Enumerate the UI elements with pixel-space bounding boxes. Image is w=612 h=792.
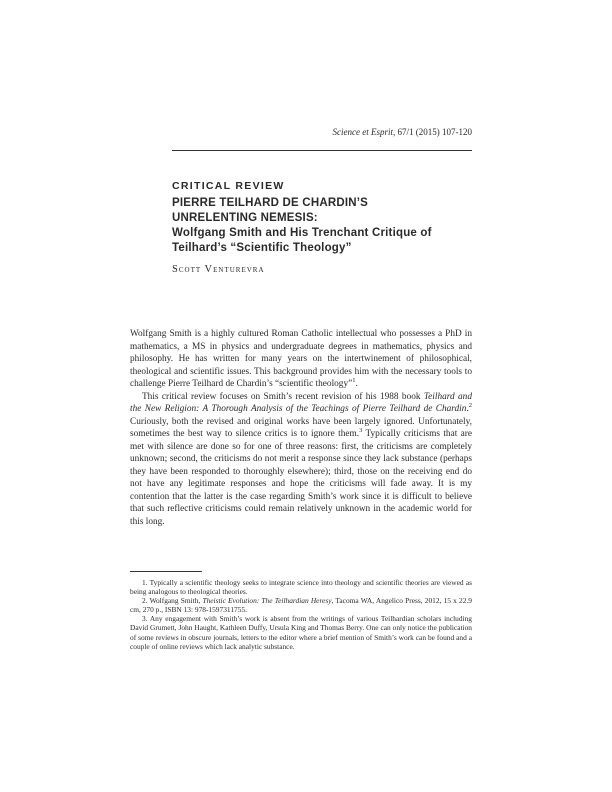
footnote-3: 3. Any engagement with Smith’s work is absent from the writings of various Teilhardian scholars including David Grumett, John Haught, Kathleen Duffy, Ursula King and Thomas Berry. One can only notice the publication of some reviews in obscure journals, letters to the editor where a brief mention of Smith’s work can be found and a couple of online reviews which lack analytic substance. <box>130 614 472 651</box>
title-line-3: Wolfgang Smith and His Trenchant Critique of <box>172 227 432 239</box>
footnote-2 <box>130 596 472 614</box>
paragraph-2-text-d: Typically criticisms that are met with silence are done so for one of three reasons: first, the criticisms are completely unknown; second, the criticisms do not merit a response since they lack substance (perhaps they have been responded to thoroughly elsewhere); third, those on the receiving end do not have any legitimate responses and hope the criticisms will fade away. It is my contention that the latter is the case regarding Smith’s work since it is difficult to believe that such reflective criticisms could remain relatively unknown in the academic world for this long. <box>130 429 473 527</box>
journal-name: Science et Esprit <box>332 127 393 137</box>
article-title <box>172 196 472 256</box>
footnote-ref-3: 3 <box>359 426 363 434</box>
footnote-1: 1. Typically a scientific theology seeks to integrate science into theology and scientific theories are viewed as being analogous to theological theories. <box>130 578 472 597</box>
footnote-ref-2: 2 <box>468 401 472 409</box>
footnotes <box>130 578 472 651</box>
paragraph-1-text: Wolfgang Smith is a highly cultured Roman Catholic intellectual who possesses a PhD in mathematics, a MS in physics and undergraduate degrees in mathematics, physics and philosophy. He has written for many years on the intertwinement of philosophical, theological and scientific issues. This background provides him with the necessary tools to challenge Pierre Teilhard de Chardin’s “scientific theology” <box>130 329 472 389</box>
paragraph-2-text-c: Curiously, both the revised and original works have been largely ignored. Unfortunately, sometimes the best way to silence critics is to ignore them. <box>130 416 472 439</box>
footnote-2-text-b: , Tacoma WA, Angelico Press, 2012, 15 x 22.9 cm, 270 p., ISBN 13: 978-1597311755. <box>130 596 472 615</box>
paragraph-1-end: . <box>355 379 358 389</box>
paragraph-1 <box>130 328 472 391</box>
section-label: CRITICAL REVIEW <box>172 180 285 192</box>
paragraph-2-text-b: . <box>466 404 469 414</box>
title-line-1: PIERRE TEILHARD DE CHARDIN’S <box>172 197 369 209</box>
author-name: Scott Venturevra <box>172 264 265 275</box>
title-line-2: UNRELENTING NEMESIS: <box>172 212 318 224</box>
header-rule <box>172 150 472 151</box>
running-head <box>130 127 472 137</box>
book-title: Teilhard and the New Religion: A Thorough Analysis of the Teachings of Pierre Teilhard de Chardin <box>130 391 472 414</box>
footnote-rule <box>130 571 202 572</box>
footnote-ref-1: 1 <box>352 376 356 384</box>
journal-citation: , 67/1 (2015) 107-120 <box>393 127 472 137</box>
paragraph-2 <box>130 391 472 529</box>
footnote-2-text-a: 2. Wolfgang Smith, <box>142 596 203 606</box>
footnote-2-book-title: Theistic Evolution: The Teilhardian Heresy <box>202 596 332 606</box>
article-body <box>130 328 472 528</box>
paragraph-2-text-a: This critical review focuses on Smith’s recent revision of his 1988 book <box>142 391 424 402</box>
title-line-4: Teilhard’s “Scientific Theology” <box>172 242 352 254</box>
